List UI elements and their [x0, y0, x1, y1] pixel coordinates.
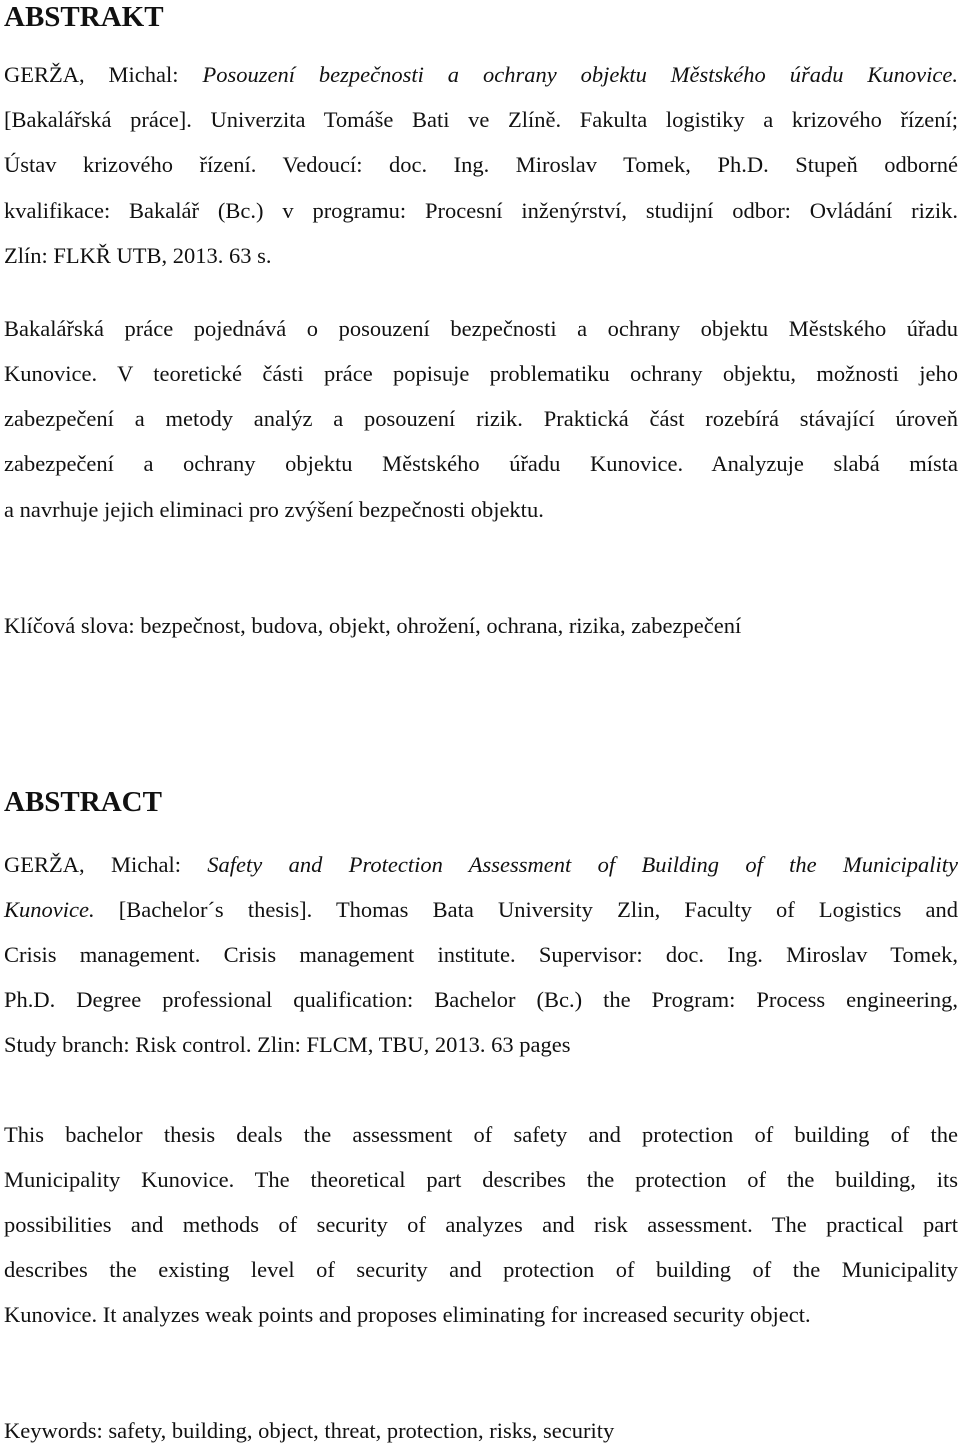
- citation-cz-line-3: Ústav krizového řízení. Vedoucí: doc. Ing. Miroslav Tomek, Ph.D. Stupeň odborné: [4, 152, 958, 177]
- abstract-en-line-4: describes the existing level of security and protection of building of the Municipality: [4, 1257, 958, 1282]
- citation-en-thesis-info: [Bachelor´s thesis]. Thomas Bata University Zlin, Faculty of Logistics and: [94, 897, 958, 922]
- abstract-cz-line-1: Bakalářská práce pojednává o posouzení bezpečnosti a ochrany objektu Městského úřadu: [4, 316, 958, 341]
- heading-abstrakt: ABSTRAKT: [4, 1, 164, 33]
- abstract-en-line-1: This bachelor thesis deals the assessment of safety and protection of building of the: [4, 1122, 958, 1147]
- abstract-en-line-3: possibilities and methods of security of analyzes and risk assessment. The practical part: [4, 1212, 958, 1237]
- citation-cz-line-1: [4, 60, 958, 90]
- citation-en-line-4: Ph.D. Degree professional qualification: Bachelor (Bc.) the Program: Process engineering,: [4, 987, 958, 1012]
- abstract-en-line-2: Municipality Kunovice. The theoretical part describes the protection of the building, its: [4, 1167, 958, 1192]
- keywords-en: Keywords: safety, building, object, threat, protection, risks, security: [4, 1418, 615, 1443]
- citation-cz-title: Posouzení bezpečnosti a ochrany objektu Městského úřadu Kunovice.: [202, 62, 958, 87]
- citation-cz-line-4: kvalifikace: Bakalář (Bc.) v programu: Procesní inženýrství, studijní odbor: Ovládání rizik.: [4, 198, 958, 223]
- citation-en-line-3: Crisis management. Crisis management institute. Supervisor: doc. Ing. Miroslav Tomek,: [4, 942, 958, 967]
- citation-en-line-2: [4, 895, 958, 925]
- abstract-cz-line-4: zabezpečení a ochrany objektu Městského úřadu Kunovice. Analyzuje slabá místa: [4, 451, 958, 476]
- citation-en-title: Safety and Protection Assessment of Building of the Municipality: [207, 852, 958, 877]
- heading-abstract: ABSTRACT: [4, 786, 162, 818]
- abstract-cz-line-5: a navrhuje jejich eliminaci pro zvýšení bezpečnosti objektu.: [4, 497, 544, 522]
- citation-en-title-cont: Kunovice.: [4, 897, 95, 922]
- citation-en-line-5: Study branch: Risk control. Zlin: FLCM, TBU, 2013. 63 pages: [4, 1032, 571, 1057]
- abstract-cz-line-2: Kunovice. V teoretické části práce popisuje problematiku ochrany objektu, možnosti jeho: [4, 361, 958, 386]
- keywords-cz: Klíčová slova: bezpečnost, budova, objekt, ohrožení, ochrana, rizika, zabezpečení: [4, 613, 742, 638]
- abstract-cz-line-3: zabezpečení a metody analýz a posouzení rizik. Praktická část rozebírá stávající úroveň: [4, 406, 958, 431]
- citation-cz-line-2: [Bakalářská práce]. Univerzita Tomáše Bati ve Zlíně. Fakulta logistiky a krizového řízení;: [4, 107, 958, 132]
- citation-cz-author: GERŽA, Michal:: [4, 62, 203, 87]
- abstract-en-line-5: Kunovice. It analyzes weak points and proposes eliminating for increased security object.: [4, 1302, 811, 1327]
- citation-cz-line-5: Zlín: FLKŘ UTB, 2013. 63 s.: [4, 243, 272, 268]
- citation-en-author: GERŽA, Michal:: [4, 852, 208, 877]
- citation-en-line-1: [4, 850, 958, 880]
